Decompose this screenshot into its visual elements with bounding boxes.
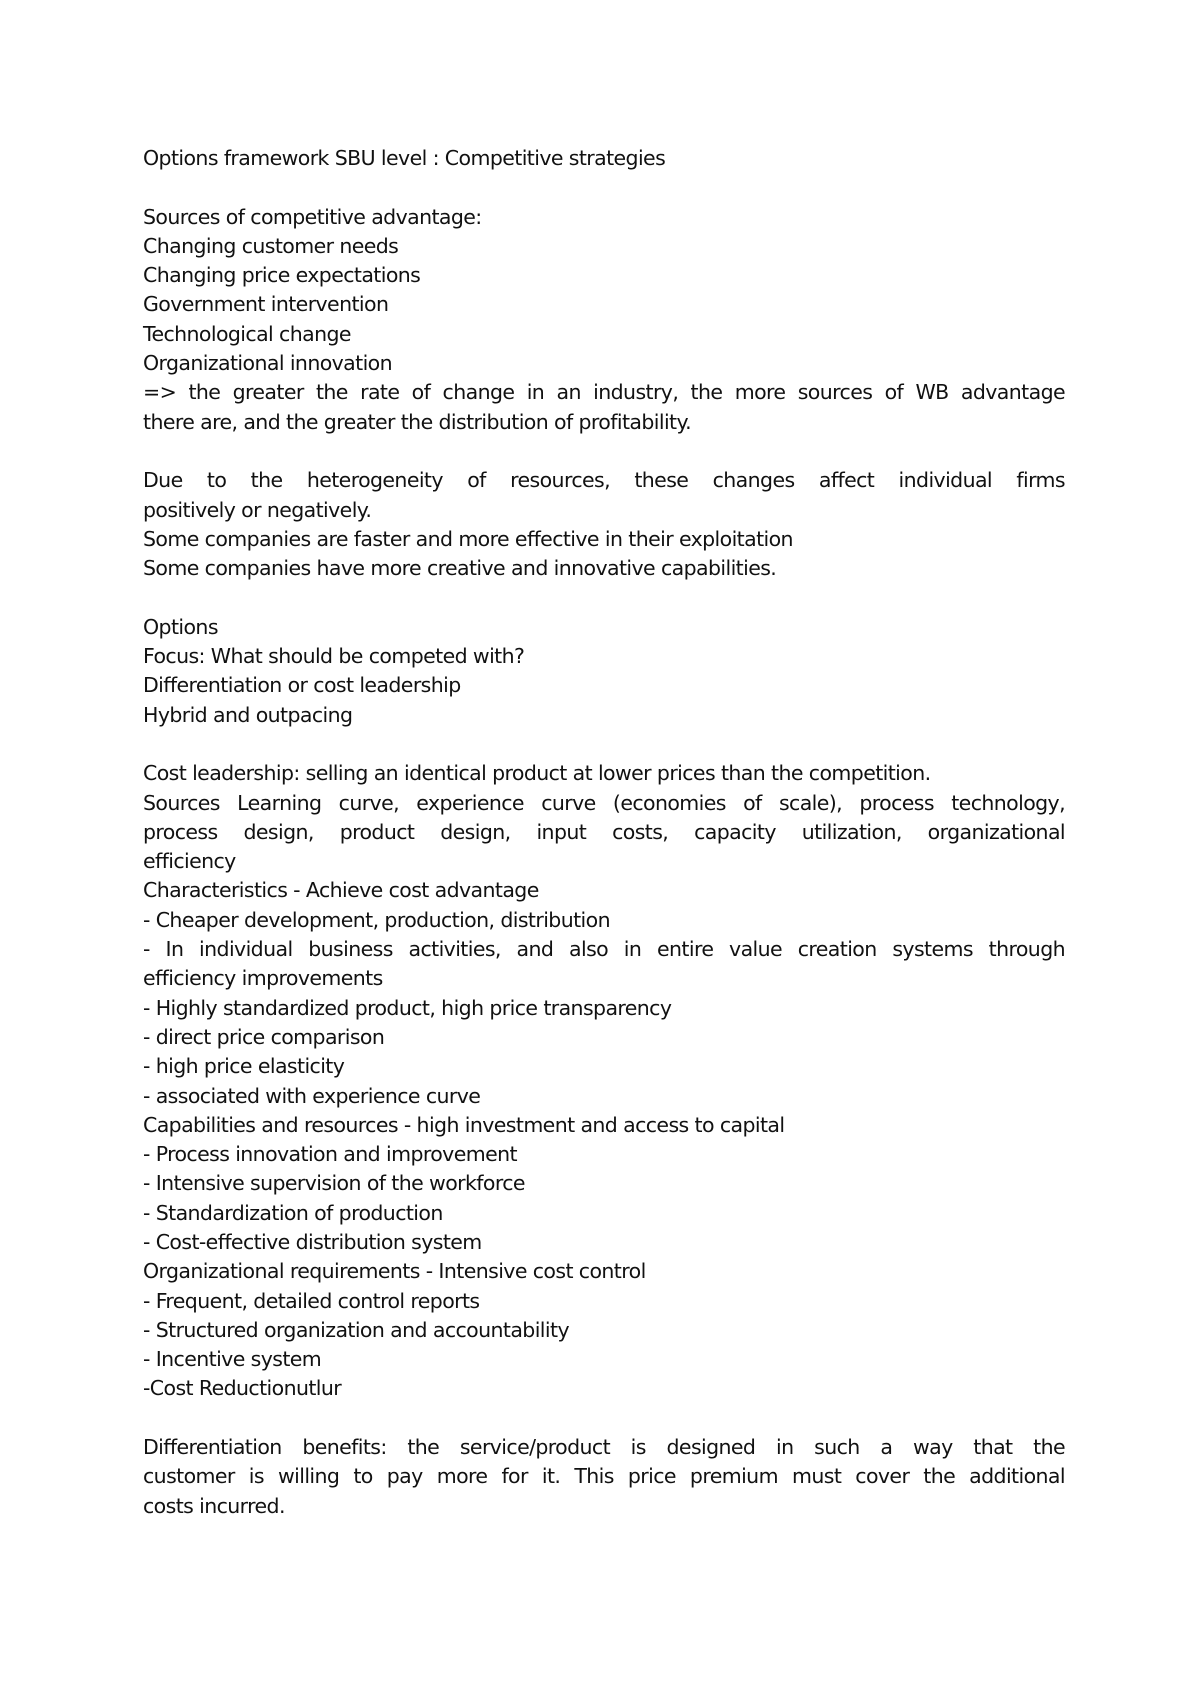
heterogeneity-line: Some companies are faster and more effective in their exploitation bbox=[143, 526, 793, 551]
cost-sources-line: efficiency bbox=[143, 849, 236, 874]
cost-sources-line: process design, product design, input costs, capacity utilization, organizational bbox=[143, 819, 1065, 844]
sources-conclusion-line: => the greater the rate of change in an industry, the more sources of WB advantage bbox=[143, 380, 1065, 405]
sources-conclusion-line: there are, and the greater the distribution of profitability. bbox=[143, 409, 692, 434]
heterogeneity-line: positively or negatively. bbox=[143, 497, 372, 522]
cost-leadership-definition: Cost leadership: selling an identical product at lower prices than the competition. bbox=[143, 761, 931, 786]
sources-item: Technological change bbox=[143, 321, 351, 346]
options-item: Focus: What should be competed with? bbox=[143, 644, 525, 669]
capabilities-heading: Capabilities and resources - high investment and access to capital bbox=[143, 1112, 785, 1137]
sources-item: Organizational innovation bbox=[143, 351, 393, 376]
cost-sources-line: Sources Learning curve, experience curve (economies of scale), process technology, bbox=[143, 790, 1065, 815]
sources-item: Changing customer needs bbox=[143, 233, 399, 258]
characteristics-item: - In individual business activities, and also in entire value creation systems through bbox=[143, 937, 1065, 962]
options-section bbox=[143, 613, 1065, 730]
options-item: Differentiation or cost leadership bbox=[143, 673, 461, 698]
options-heading: Options bbox=[143, 614, 218, 639]
spacer bbox=[143, 1404, 1065, 1433]
differentiation-line: customer is willing to pay more for it. This price premium must cover the additional bbox=[143, 1464, 1065, 1489]
cost-leadership-section bbox=[143, 759, 1065, 1404]
org-requirements-item: - Incentive system bbox=[143, 1347, 322, 1372]
characteristics-item: - Highly standardized product, high price transparency bbox=[143, 995, 672, 1020]
sources-heading: Sources of competitive advantage: bbox=[143, 204, 482, 229]
capabilities-item: - Standardization of production bbox=[143, 1200, 443, 1225]
options-item: Hybrid and outpacing bbox=[143, 702, 353, 727]
org-requirements-item: -Cost Reductionutlur bbox=[143, 1376, 342, 1401]
characteristics-item: - associated with experience curve bbox=[143, 1083, 481, 1108]
characteristics-item: - high price elasticity bbox=[143, 1054, 345, 1079]
heterogeneity-section bbox=[143, 466, 1065, 583]
characteristics-item: - Cheaper development, production, distribution bbox=[143, 907, 610, 932]
sources-item: Government intervention bbox=[143, 292, 389, 317]
org-requirements-heading: Organizational requirements - Intensive cost control bbox=[143, 1259, 646, 1284]
capabilities-item: - Cost-effective distribution system bbox=[143, 1229, 482, 1254]
capabilities-item: - Intensive supervision of the workforce bbox=[143, 1171, 525, 1196]
document-title: Options framework SBU level : Competitive strategies bbox=[143, 146, 666, 170]
heterogeneity-line: Due to the heterogeneity of resources, these changes affect individual firms bbox=[143, 468, 1065, 493]
spacer bbox=[143, 437, 1065, 466]
spacer bbox=[143, 583, 1065, 612]
org-requirements-item: - Frequent, detailed control reports bbox=[143, 1288, 480, 1313]
spacer bbox=[143, 730, 1065, 759]
org-requirements-item: - Structured organization and accountability bbox=[143, 1317, 569, 1342]
heterogeneity-line: Some companies have more creative and innovative capabilities. bbox=[143, 556, 777, 581]
characteristics-heading: Characteristics - Achieve cost advantage bbox=[143, 878, 539, 903]
sources-section bbox=[143, 203, 1065, 437]
spacer bbox=[143, 173, 1065, 202]
differentiation-section bbox=[143, 1433, 1065, 1521]
differentiation-line: Differentiation benefits: the service/product is designed in such a way that the bbox=[143, 1435, 1065, 1460]
characteristics-item: - direct price comparison bbox=[143, 1024, 385, 1049]
sources-item: Changing price expectations bbox=[143, 263, 421, 288]
capabilities-item: - Process innovation and improvement bbox=[143, 1142, 517, 1167]
differentiation-line: costs incurred. bbox=[143, 1493, 285, 1518]
characteristics-item: efficiency improvements bbox=[143, 966, 383, 991]
